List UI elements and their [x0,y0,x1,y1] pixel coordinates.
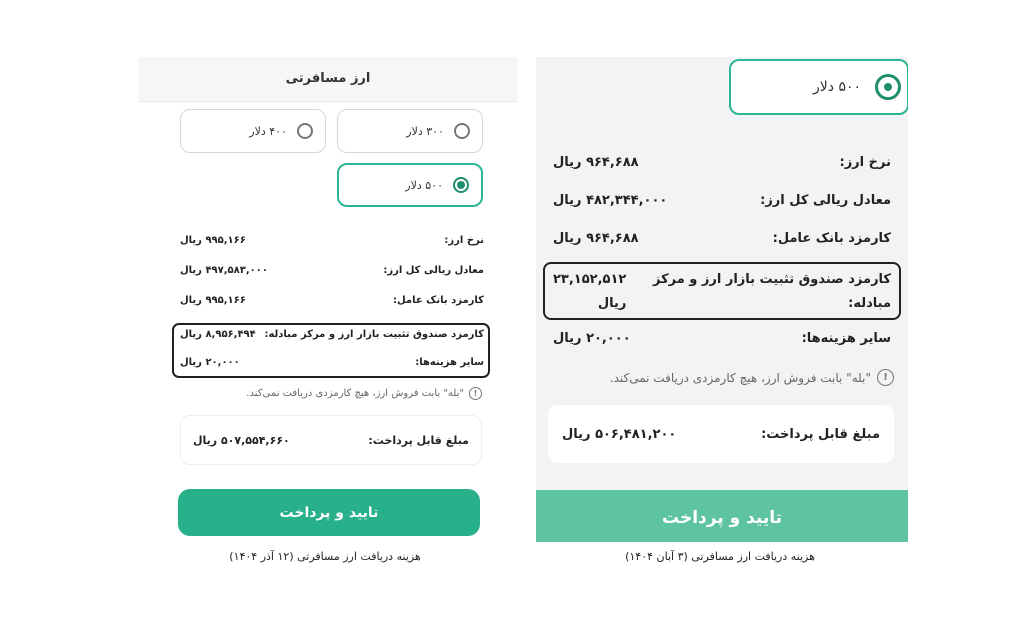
row-label: معادل ریالی کل ارز: [760,193,891,208]
confirm-pay-button[interactable]: تایید و پرداخت [178,489,480,536]
right-caption: هزینه دریافت ارز مسافرتی (۳ آبان ۱۴۰۴) [625,550,815,563]
row-label: نرخ ارز: [444,235,484,246]
row-label: نرخ ارز: [839,155,891,170]
row-label-line: مبادله: [848,296,891,311]
row-value: ۹۹۵,۱۶۶ ریال [180,235,246,246]
fee-note [558,369,894,386]
row-value: ۹۶۴,۶۸۸ ریال [553,155,639,170]
fee-note [200,387,482,400]
total-rial-row [553,193,891,208]
row-value: ۴۹۷,۵۸۳,۰۰۰ ریال [180,265,268,276]
amount-option-500[interactable] [729,59,908,115]
other-costs-row [553,331,891,346]
row-value-line: ریال [597,296,627,311]
amount-option-300[interactable] [337,109,483,153]
radio-icon[interactable] [297,123,313,139]
radio-selected-icon[interactable] [453,177,469,193]
info-icon: ! [469,387,482,400]
exchange-rate-row [553,155,891,170]
row-value: ۲۰,۰۰۰ ریال [553,331,631,346]
radio-selected-icon[interactable] [875,74,901,100]
amount-option-label: ۵۰۰ دلار [813,79,861,95]
row-label [653,268,891,316]
row-label-line: کارمزد صندوق تثبیت بازار ارز و مرکز [652,272,891,287]
note-text: "بله" بابت فروش ارز، هیچ کارمزدی دریافت نمی‌کند. [609,370,871,385]
left-caption: هزینه دریافت ارز مسافرتی (۱۲ آذر ۱۴۰۴) [229,550,421,563]
row-label: کارمزد صندوق تثبیت بازار ارز و مرکز مبادله: [264,329,484,340]
right-screenshot-panel [536,57,908,542]
payable-value: ۵۰۷,۵۵۴,۶۶۰ ریال [193,433,290,447]
payable-label: مبلغ قابل پرداخت: [761,426,880,442]
note-text: "بله" بابت فروش ارز، هیچ کارمزدی دریافت نمی‌کند. [246,388,464,399]
row-value [553,268,626,316]
payable-card [180,415,482,465]
other-costs-row [180,357,484,368]
amount-option-label: ۴۰۰ دلار [249,124,287,138]
amount-option-400[interactable] [180,109,326,153]
bank-fee-row [553,231,891,246]
exchange-rate-row [180,235,484,246]
row-value: ۹۶۴,۶۸۸ ریال [553,231,639,246]
payable-value: ۵۰۶,۴۸۱,۲۰۰ ریال [562,426,677,442]
row-value: ۸,۹۵۶,۴۹۴ ریال [180,329,256,340]
row-value: ۴۸۲,۳۴۴,۰۰۰ ریال [553,193,668,208]
confirm-pay-button[interactable]: تایید و پرداخت [536,490,908,542]
radio-icon[interactable] [454,123,470,139]
bank-fee-row [180,295,484,306]
total-rial-row [180,265,484,276]
info-icon: ! [877,369,894,386]
row-value: ۹۹۵,۱۶۶ ریال [180,295,246,306]
row-label: سایر هزینه‌ها: [801,331,891,346]
row-value-line: ۲۳,۱۵۲,۵۱۲ [553,272,627,287]
payable-card [548,405,894,463]
row-label: کارمزد بانک عامل: [392,295,484,306]
amount-option-500[interactable] [337,163,483,207]
row-label: کارمزد بانک عامل: [772,231,891,246]
stabilization-fee-row [180,329,484,340]
stabilization-fee-row [553,268,891,316]
row-value: ۲۰,۰۰۰ ریال [180,357,240,368]
amount-option-label: ۳۰۰ دلار [406,124,444,138]
amount-option-label: ۵۰۰ دلار [405,178,443,192]
row-label: سایر هزینه‌ها: [415,357,484,368]
payable-label: مبلغ قابل پرداخت: [368,433,469,447]
row-label: معادل ریالی کل ارز: [383,265,484,276]
left-screenshot-panel [138,57,518,545]
page-title: ارز مسافرتی [138,57,518,102]
